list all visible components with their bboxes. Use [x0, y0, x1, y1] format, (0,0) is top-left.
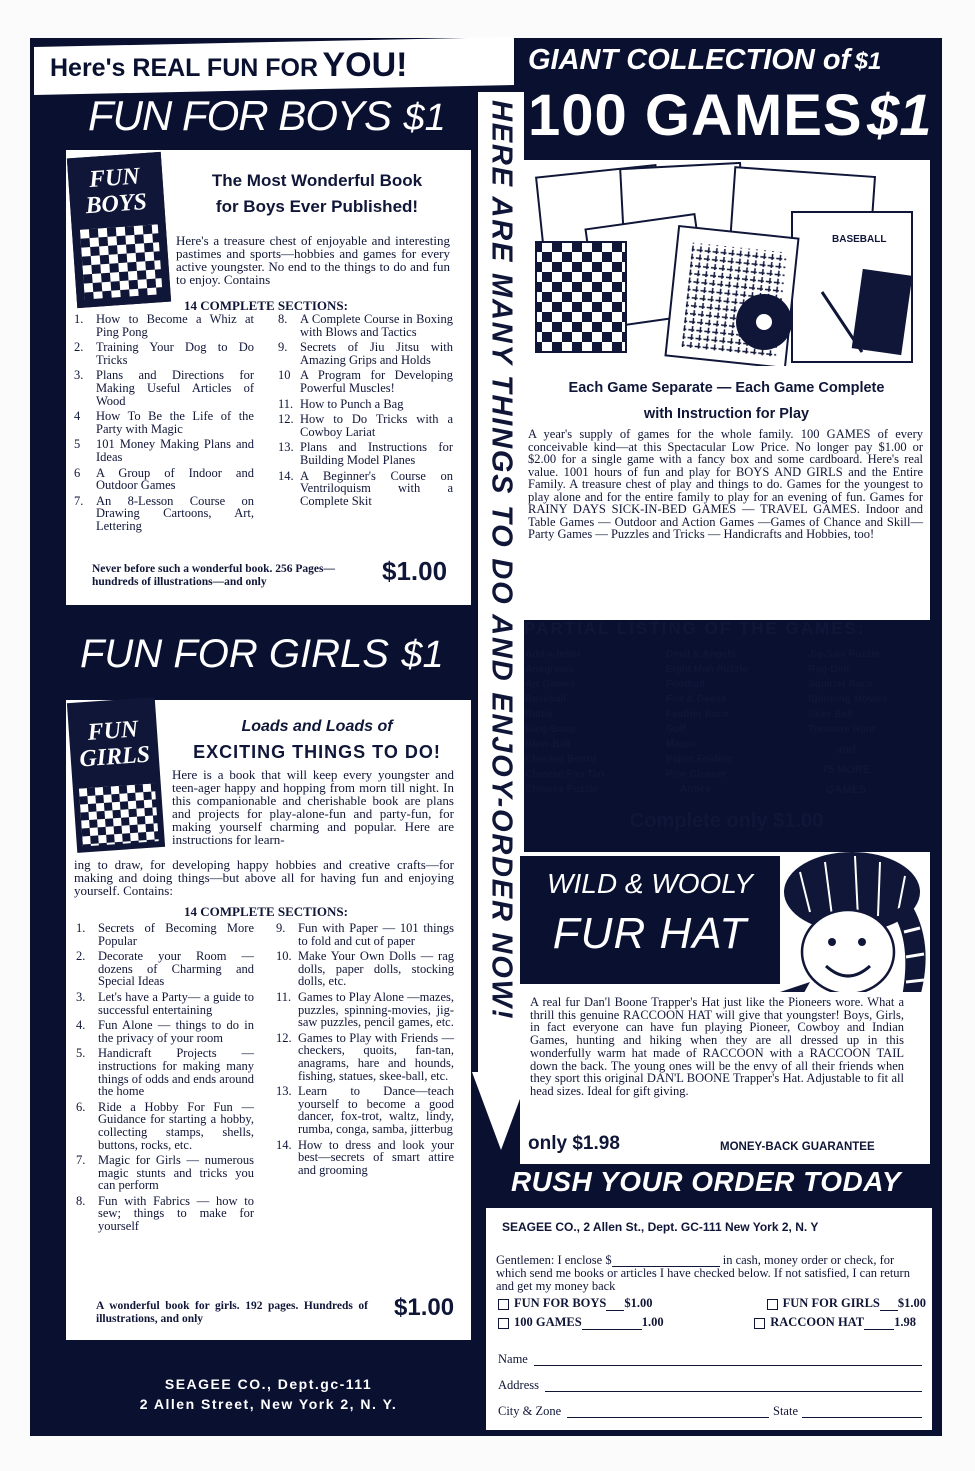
list-item-number: 13.: [278, 440, 294, 455]
banner-text: [50, 46, 510, 88]
hat-price: only $1.98: [528, 1133, 620, 1154]
order-enclose-b: in cash, money order: [722, 1253, 828, 1267]
art-baseball-label: BASEBALL: [832, 234, 887, 245]
list-item: [278, 369, 453, 394]
list-item-text: How To Be the Life of the Party with Magic: [96, 409, 254, 436]
art-face: [802, 910, 894, 994]
list-item: [276, 1085, 454, 1135]
list-item-text: Fun Alone — things to do in the privacy of your room: [98, 1018, 254, 1045]
list-item-number: 5.: [76, 1046, 86, 1061]
list-item-number: 2.: [76, 949, 86, 964]
girls-title-price: $1: [401, 634, 444, 676]
game-name: Chinese Fan Tan: [525, 769, 605, 780]
order-item-girls-label: FUN FOR GIRLS: [782, 1296, 880, 1310]
list-item-number: 9.: [276, 921, 286, 935]
list-item-number: 8.: [76, 1193, 86, 1208]
game-name: Anagrams: [525, 664, 574, 675]
name-label: Name: [498, 1352, 528, 1366]
order-item-hat-label: RACCOON HAT: [770, 1315, 865, 1329]
list-item-text: Let's have a Party— a guide to successful entertaining: [98, 989, 254, 1017]
partial-listing-heading: PARTIAL LISTING OF THE GAMES:: [524, 619, 866, 638]
hat-title-2: FUR HAT: [552, 909, 748, 958]
list-item-number: 3.: [76, 989, 86, 1004]
list-item: [74, 410, 254, 435]
hat-title-1: WILD & WOOLY: [547, 868, 753, 899]
hat-title: [520, 864, 780, 964]
giant-collection-heading: [528, 44, 938, 77]
footer-line2: 2 Allen Street, New York 2, N. Y.: [139, 1396, 398, 1412]
list-item-number: 1.: [76, 921, 86, 935]
list-item-text: Handicraft Projects — instructions for making many things of odds and ends around the home: [98, 1046, 254, 1099]
boys-title: [88, 92, 508, 140]
art-checkerboard: [536, 242, 626, 352]
list-item-text: Plans and Directions for Making Useful Articles of Wood: [96, 368, 254, 408]
list-item-number: 8.: [278, 312, 288, 326]
list-item: [74, 467, 254, 492]
boys-closing: Never before such a wonderful book. 256 Pages—hundreds of illustrations—and only: [92, 563, 335, 588]
list-item-number: 14.: [278, 468, 294, 483]
list-item: [276, 950, 454, 988]
games-caption: [524, 375, 929, 427]
hat-body: A real fur Dan'l Boone Trapper's Hat just like the Pioneers wore. What a thrill this genuine RACCOON HAT will give that youngster! Boys, Girls, in fact everyone can have fun playing Pioneer, Cowboy and Indian Games, hunting and hiking when they are all dressed up in this wonderfully warm hat made of RACCOON with a RACCOON TAIL down the back. The young ones will be the envy of all their friends when they sport this original DAN'L BOONE Trapper's Hat. Adjustable to fit all head sizes. Ideal for gift giving.: [530, 995, 904, 1098]
list-item-number: 7.: [74, 493, 84, 508]
boys-headline-1: The Most Wonderful Book: [211, 171, 423, 190]
list-item-number: 10: [278, 368, 291, 383]
banner-lead: Here's REAL FUN FOR: [50, 54, 319, 82]
list-item: [278, 470, 453, 508]
rush-order-heading: RUSH YOUR ORDER TODAY: [510, 1166, 902, 1197]
list-item-text: Secrets of Becoming More Popular: [98, 921, 254, 948]
game-name: Baseball: [525, 694, 567, 705]
boys-sections-heading: 14 COMPLETE SECTIONS:: [184, 298, 348, 313]
list-item-number: 11.: [276, 989, 292, 1004]
list-item: [74, 341, 254, 366]
list-item-text: How to Become a Whiz at Ping Pong: [96, 312, 254, 339]
girls-list-left: [76, 922, 254, 1236]
address-label: Address: [498, 1378, 539, 1392]
giant-line2-price: $1: [867, 83, 932, 148]
girls-intro-a: Here is a book that will keep every youngster and teen-ager happy and hopping from morn till night. In this companionable and cherishable book are plans and projects for play-alone-fun and party-fun, for making yourself charming and popular. Here are instructions for learn-: [172, 767, 454, 847]
game-name: Eight Man Puzzle: [666, 664, 748, 675]
boys-cover-checker: [80, 224, 163, 299]
order-item-games-label: 100 GAMES: [514, 1315, 582, 1329]
girls-headline: [172, 715, 462, 765]
game-name: Skee Ball: [808, 709, 853, 720]
girls-closing: A wonderful book for girls. 192 pages. Hundreds of illustrations, and only: [96, 1300, 368, 1325]
list-item-text: A Beginner's Course on Ventriloquism with a Complete Skit: [300, 468, 453, 508]
girls-book-cover: [67, 697, 165, 853]
footer-line1: SEAGEE CO., Dept.gc-111: [164, 1376, 373, 1392]
list-item: [276, 922, 454, 947]
game-name: Feather Race: [666, 709, 729, 720]
girls-cover-checker: [79, 783, 159, 846]
list-item-text: Secrets of Jiu Jitsu with Amazing Grips and Holds: [300, 340, 453, 367]
games-more-2: 75 MORE: [821, 764, 871, 776]
game-name: Mazes: [666, 739, 697, 750]
list-item-text: Games to Play Alone —mazes, puzzles, spinning-movies, jig-saw puzzles, pencil games, etc.: [298, 989, 454, 1030]
game-name: Jig-Saw Puzzle: [808, 649, 880, 660]
game-name: Spinning Movies: [808, 694, 888, 705]
list-item-number: 4.: [76, 1018, 86, 1033]
list-item: [76, 922, 254, 947]
list-item: [74, 313, 254, 338]
name-field[interactable]: [534, 1365, 922, 1366]
list-item-text: Ride a Hobby For Fun —Guidance for starting a hobby, collecting stamps, shells, buttons, rocks, etc.: [98, 1099, 254, 1152]
list-item-number: 9.: [278, 340, 288, 355]
order-enclose-a: Gentlemen: I enclose $: [496, 1253, 612, 1267]
order-enclose-c: or check, for which send me books or articles I have checked below. If not satisfied, I can return and get my money back: [496, 1253, 910, 1293]
games-complete-price: Complete only $1.00: [629, 810, 824, 832]
list-item-text: A Complete Course in Boxing with Blows and Tactics: [300, 312, 453, 339]
list-item: [276, 1139, 454, 1177]
game-name: Battle: [525, 709, 553, 720]
giant-line1-price: $1: [854, 48, 882, 75]
checkbox-fun-for-girls[interactable]: [767, 1299, 778, 1310]
games-illustration: [532, 162, 922, 366]
address-field[interactable]: [545, 1391, 922, 1392]
games-more: [808, 740, 884, 800]
list-item: [74, 369, 254, 407]
list-item: [278, 313, 453, 338]
vertical-slogan: HERE ARE MANY THINGS TO DO AND ENJOY-ORDER NOW!: [485, 100, 518, 1021]
girls-sections-heading: 14 COMPLETE SECTIONS:: [184, 904, 348, 919]
order-enclose: [496, 1254, 924, 1293]
hat-guarantee: MONEY-BACK GUARANTEE: [720, 1141, 875, 1153]
boys-title-text: FUN FOR BOYS: [88, 92, 392, 139]
order-item-girls[interactable]: [767, 1296, 926, 1311]
boys-intro: Here's a treasure chest of enjoyable and interesting pastimes and sports—hobbies and games for every active youngster. No end to the things to do and fun to enjoy. Contains: [176, 233, 450, 287]
list-item-text: A Program for Developing Powerful Muscles!: [300, 368, 453, 395]
order-item-hat-price: 1.98: [894, 1315, 916, 1329]
list-item-text: Fun with Fabrics — how to sew; things to make for yourself: [98, 1193, 254, 1234]
list-item: [76, 1154, 254, 1192]
banner-emph: YOU!: [322, 46, 408, 84]
giant-line2: 100 GAMES: [528, 83, 863, 148]
girls-title: [80, 632, 500, 677]
list-item-number: 7.: [76, 1153, 86, 1168]
list-item-number: 6.: [76, 1099, 86, 1114]
game-name: Add-a-letter: [525, 649, 582, 660]
giant-line1: GIANT COLLECTION of: [528, 44, 851, 76]
list-item: [76, 950, 254, 988]
list-item-number: 10.: [276, 949, 292, 964]
game-name: Football: [666, 679, 705, 690]
boys-list-right: [278, 313, 453, 510]
boys-cover-text: FUN BOYS: [84, 163, 148, 220]
list-item-text: How to dress and look your best—secrets of smart attire and grooming: [298, 1137, 454, 1177]
list-item-number: 5: [74, 437, 81, 452]
game-name: Squirrel Race: [808, 679, 873, 690]
games-col-2: [666, 647, 801, 797]
game-name: Chinese Puzzle: [525, 784, 598, 795]
order-item-games-price: 1.00: [641, 1315, 664, 1329]
list-item-text: Plans and Instructions for Building Model Planes: [300, 440, 453, 467]
boys-headline: [172, 168, 462, 220]
boys-price: $1.00: [382, 556, 448, 586]
order-item-girls-price: $1.00: [897, 1296, 926, 1310]
game-name: Fox & Geese: [666, 694, 727, 705]
girls-headline-1: Loads and Loads of: [241, 718, 393, 735]
list-item-text: 101 Money Making Plans and Ideas: [96, 437, 254, 464]
games-more-3: GAMES: [825, 784, 867, 796]
order-item-boys-label: FUN FOR BOYS: [514, 1296, 607, 1310]
list-item: [276, 1032, 454, 1082]
game-name: Paper Folding: [666, 754, 733, 765]
game-name: Checker Board: [525, 754, 597, 765]
list-item: [276, 991, 454, 1029]
list-item-text: Decorate your Room — dozens of Charming and Special Ideas: [98, 949, 254, 989]
game-name: Pipe Cleaner: [666, 769, 727, 780]
game-name: Treasure Hunt: [808, 724, 876, 735]
games-col-1: [525, 647, 660, 797]
list-item-number: 12.: [276, 1030, 292, 1045]
list-item-text: How to Punch a Bag: [300, 396, 404, 411]
list-item-text: Fun with Paper — 101 things to fold and cut of paper: [298, 921, 454, 948]
game-name: Rag-Doll: [808, 664, 850, 675]
order-item-games[interactable]: [498, 1315, 664, 1330]
list-item-text: Make Your Own Dolls — rag dolls, paper dolls, stocking dolls, etc.: [298, 949, 454, 989]
list-item-number: 11.: [278, 396, 294, 411]
girls-intro-b: ing to draw, for developing happy hobbies and creative crafts—for making and doing things—but above all for having fun and enjoying yourself. Contains:: [74, 857, 454, 898]
list-item: [278, 413, 453, 438]
boys-title-price: $1: [403, 97, 446, 139]
game-name: Golf: [666, 724, 686, 735]
order-items: [498, 1296, 926, 1330]
list-item-number: 6: [74, 465, 81, 480]
order-address: SEAGEE CO., 2 Allen St., Dept. GC-111 New York 2, N. Y: [502, 1220, 819, 1234]
boys-book-cover: [67, 152, 171, 308]
checkbox-100-games[interactable]: [498, 1318, 509, 1329]
game-name: Blow-Ball: [525, 739, 571, 750]
list-item-number: 1.: [74, 312, 84, 326]
games-col-3: [808, 647, 933, 737]
order-item-boys-price: $1.00: [624, 1296, 653, 1310]
boys-list-left: [74, 313, 254, 536]
order-item-hat[interactable]: [754, 1315, 916, 1330]
footer-address: [66, 1374, 471, 1414]
games-caption-1: Each Game Separate — Each Game Complete: [568, 380, 885, 396]
games-more-1: and: [836, 744, 856, 756]
list-item-text: A Group of Indoor and Outdoor Games: [96, 465, 254, 493]
girls-price: $1.00: [394, 1294, 455, 1321]
list-item-text: Learn to Dance—teach yourself to become a good dancer, fox-trot, waltz, lindy, rumba, conga, samba, jitterbug: [298, 1084, 454, 1136]
list-item: [278, 398, 453, 411]
list-item: [74, 438, 254, 463]
game-name: Antics: [680, 784, 711, 795]
game-name: Devil & Angels: [666, 649, 736, 660]
game-name: Art Games: [525, 679, 576, 690]
girls-headline-2: EXCITING THINGS TO DO!: [193, 742, 441, 762]
order-item-boys[interactable]: [498, 1296, 653, 1311]
list-item-number: 3.: [74, 368, 84, 383]
list-item: [76, 991, 254, 1016]
list-item: [76, 1101, 254, 1151]
boys-headline-2: for Boys Ever Published!: [215, 197, 419, 216]
girls-cover-text: FUN GIRLS: [78, 716, 151, 773]
list-item: [278, 341, 453, 366]
state-label: State: [773, 1404, 798, 1418]
city-label: City & Zone: [498, 1404, 562, 1418]
list-item: [74, 495, 254, 533]
girls-list-right: [276, 922, 454, 1179]
list-item: [76, 1047, 254, 1097]
order-fields: [498, 1340, 922, 1418]
games-body: A year's supply of games for the whole family. 100 GAMES of every conceivable kind—at this Spectacular Low Price. No longer pay $1.00 or $2.00 for a single game with a fancy box and some cardboard. Here's real value. 1001 hours of fun and play for BOYS AND GIRLS and the Entire Family. A treasure chest of play and things to do. Games for the youngest to play alone and for the entire family to play for an evening of fun. Games for RAINY DAYS SICK-IN-BED GAMES — TRAVEL GAMES. Indoor and Table Games — Outdoor and Action Games —Games of Chance and Skill—Party Games — Puzzles and Tricks — Handicrafts and Hobbies, too!: [528, 427, 923, 541]
list-item-number: 2.: [74, 340, 84, 355]
list-item-text: An 8-Lesson Course on Drawing Cartoons, Art, Lettering: [96, 493, 254, 533]
list-item-text: Games to Play with Friends — checkers, quoits, fan-tan, anagrams, hare and hounds, fishing, statues, skee-ball, etc.: [298, 1030, 454, 1083]
list-item-number: 12.: [278, 412, 294, 427]
list-item-text: Training Your Dog to Do Tricks: [96, 340, 254, 367]
list-item-text: How to Do Tricks with a Cowboy Lariat: [300, 412, 453, 439]
list-item: [76, 1195, 254, 1233]
list-item-number: 4: [74, 409, 81, 424]
checkbox-fun-for-boys[interactable]: [498, 1299, 509, 1310]
city-field[interactable]: [567, 1417, 769, 1418]
raccoon-hat-boy-illustration: [770, 832, 940, 1002]
list-item-number: 14.: [276, 1137, 292, 1152]
list-item-number: 13.: [276, 1084, 292, 1099]
game-name: Bing-Bang: [525, 724, 576, 735]
hundred-games-heading: [528, 82, 938, 149]
list-item-text: Magic for Girls — numerous magic stunts and tricks you can perform: [98, 1153, 254, 1193]
girls-title-text: FUN FOR GIRLS: [80, 632, 389, 676]
list-item: [278, 441, 453, 466]
games-caption-2: with Instruction for Play: [643, 406, 810, 422]
checkbox-raccoon-hat[interactable]: [754, 1318, 765, 1329]
list-item: [76, 1019, 254, 1044]
state-field[interactable]: [802, 1417, 922, 1418]
